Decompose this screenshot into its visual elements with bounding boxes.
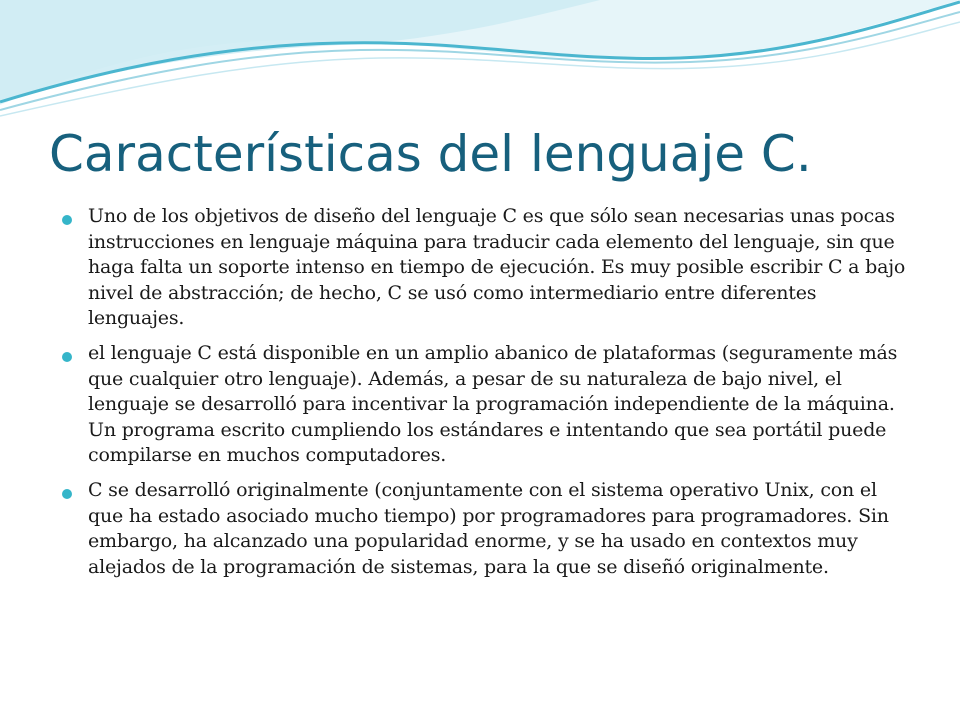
slide-title: Características del lenguaje C. — [49, 125, 812, 183]
bullet-dot-icon — [62, 489, 72, 499]
decorative-wave-header — [0, 0, 960, 120]
bullet-item — [62, 341, 914, 469]
bullet-text: el lenguaje C está disponible en un amplio abanico de plataformas (seguramente más que cualquier otro lenguaje). Además, a pesar de su naturaleza de bajo nivel, el lenguaje se desarrolló para incentivar la programación independiente de la máquina. Un programa escrito cumpliendo los estándares e intentando que sea portátil puede compilarse en muchos computadores. — [88, 341, 898, 467]
bullet-dot-icon — [62, 215, 72, 225]
bullet-text: Uno de los objetivos de diseño del lenguaje C es que sólo sean necesarias unas pocas instrucciones en lenguaje máquina para traducir cada elemento del lenguaje, sin que haga falta un soporte intenso en tiempo de ejecución. Es muy posible escribir C a bajo nivel de abstracción; de hecho, C se usó como intermediario entre diferentes lenguajes. — [88, 205, 906, 330]
bullet-list — [62, 204, 914, 589]
bullet-dot-icon — [62, 352, 72, 362]
bullet-text: C se desarrolló originalmente (conjuntamente con el sistema operativo Unix, con el que ha estado asociado mucho tiempo) por programadores para programadores. Sin embargo, ha alcanzado una popularidad enorme, y se ha usado en contextos muy alejados de la programación de sistemas, para la que se diseñó originalmente. — [88, 478, 889, 578]
bullet-item — [62, 478, 914, 580]
bullet-item — [62, 204, 914, 332]
